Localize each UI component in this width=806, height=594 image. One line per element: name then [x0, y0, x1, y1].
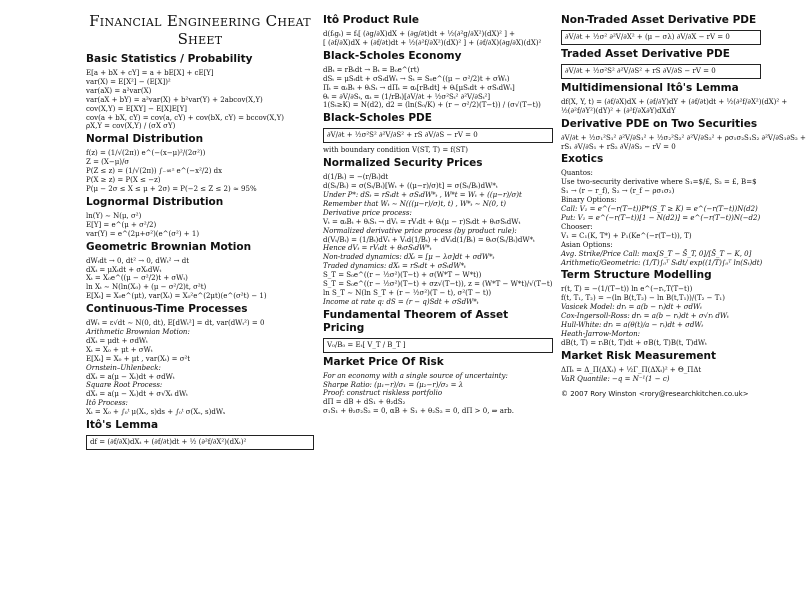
- formula-line: Call: V₁ = e^(−r(T−t))P*(S_T ≥ K) = e^(−r(T−t))N(d2): [561, 205, 758, 214]
- formula-line: d(Vₜ/Bₜ) = (1/Bₜ)dVₜ + Vₜd(1/Bₜ) + dVₜd(1/Bₜ) = θₜσ(Sₜ/Bₜ)dW*ₜ: [323, 235, 535, 244]
- formula-line: Remember that Wₜ ∼ N(((μ−r)/σ)t, t) , W*ₜ ∼ N(0, t): [323, 199, 506, 208]
- section-heading: Lognormal Distribution: [86, 195, 224, 208]
- formula-line: Itô Process:: [86, 399, 128, 408]
- formula-line: with boundary condition V(ST, T) = f(ST): [323, 146, 468, 155]
- formula-line: V₀/B₀ = Eₜ[ V_T / B_T ]: [327, 340, 406, 349]
- formula-line: Put: V₁ = e^(−r(T−t))[1 − N(d2)] = e^(−r(T−t))N(−d2): [561, 213, 761, 222]
- formula-line: d(fₜgₜ) = fₜ[ (∂g/∂X)dX + (∂g/∂t)dt + ½(∂²g/∂X²)(dX)² ] +: [323, 30, 516, 38]
- formula-line: var(aX + bY) = a²var(X) + b²var(Y) + 2abcov(X,Y): [86, 95, 263, 104]
- formula-line: dWₜdt → 0, dt² → 0, dWₜ² → dt: [86, 256, 190, 265]
- formula-line: ½(∂²f/∂Y²)(dY)² + (∂²f/∂X∂Y)dXdY: [561, 106, 676, 115]
- formula-line: ∂V/∂t + ½σ₁²S₁² ∂²V/∂S₁² + ½σ₂²S₂² ∂²V/∂S₂² + ρσ₁σ₂S₁S₂ ∂²V/∂S₁∂S₂ +: [561, 133, 806, 142]
- formula-line: 1(Sₜ≥K) = N(d2), d2 = (ln(S₀/K) + (r − σ²/2)(T−t)) / (σ√(T−t)): [323, 101, 541, 110]
- boxed-formula: [323, 338, 553, 353]
- formula-line: S_T = S₀e^((r − ½σ²)(T−t) + σz√(T−t)), z = (W*T − W*t)/√(T−t): [323, 280, 553, 289]
- formula-line: ρX,Y = cov(X,Y) / (σX σY): [86, 122, 176, 131]
- formula-line: Heath-Jarrow-Morton:: [561, 329, 640, 338]
- boxed-formula: [86, 435, 314, 450]
- formula-line: E[Xₜ] = X₀e^(μt), var(Xₜ) = X₀²e^(2μt)(e^(σ²t) − 1): [86, 292, 267, 301]
- section-heading: Geometric Brownian Motion: [86, 240, 252, 253]
- formula-line: E[a + bX + cY] = a + bE[X] + cE[Y]: [86, 69, 214, 77]
- formula-line: df = (∂f/∂X)dXₜ + (∂f/∂t)dt + ½ (∂²f/∂X²)(dXₜ)²: [90, 438, 247, 447]
- formula-line: Proof: construct riskless portfolio: [323, 389, 443, 398]
- formula-line: dXₜ = a(μ − Xₜ)dt + σ√Xₜ dWₜ: [86, 390, 188, 399]
- formula-line: Πₜ = αₜBₜ + θₜSₜ → dΠₜ = αₜ[rBₜdt] + θₜ[μSₜdt + σSₜdWₜ]: [323, 83, 515, 92]
- formula-line: var(X) = E[X²] − (E[X])²: [86, 77, 171, 86]
- formula-line: dXₜ = a(μ − Xₜ)dt + σdWₜ: [86, 372, 175, 381]
- section-heading: Non-Traded Asset Derivative PDE: [561, 14, 757, 26]
- formula-line: S₁ → (r − r_f), S₂ → (r_f − ρσ₁σ₂): [561, 187, 675, 196]
- formula-line: Quantos:: [561, 169, 593, 178]
- formula-line: r(t, T) = −(1/(T−t)) ln e^(−rₜ,T(T−t)): [561, 285, 693, 294]
- formula-line: Non-traded dynamics: dXₜ = [μ − λσ]dt + σdW*ₜ: [323, 253, 495, 262]
- section-heading: Basic Statistics / Probability: [86, 53, 253, 65]
- boxed-formula: [561, 30, 761, 45]
- section-heading: Black-Scholes Economy: [323, 49, 462, 62]
- section-heading: Term Structure Modelling: [561, 269, 712, 282]
- page-title: Financial Engineering Cheat Sheet: [89, 12, 311, 48]
- formula-line: Vₜ = αₜBₜ + θₜSₜ → dVₜ = rVₜdt + θₜ(μ − r)Sₜdt + θₜσSₜdWₜ: [323, 217, 521, 226]
- formula-line: For an economy with a single source of uncertainty:: [323, 371, 508, 380]
- formula-line: dB(t, T) = rₜB(t, T)dt + σB(t, T)B(t, T)dWₜ: [561, 338, 707, 347]
- column-3: [561, 12, 806, 398]
- formula-line: Arithmetic/Geometric: (1/T)∫₀ᵀ Sₜdt/ exp((1/T)∫₀ᵀ ln(Sₜ)dt): [561, 258, 763, 267]
- formula-line: E[Xₜ] = X₀ + μt , var(Xₜ) = σ²t: [86, 354, 191, 363]
- section-heading: Continuous-Time Processes: [86, 303, 248, 316]
- formula-line: Normalized derivative price process (by product rule):: [323, 226, 517, 235]
- formula-line: Vasicek Model: drₜ = a(b − rₜ)dt + σdWₜ: [561, 303, 702, 312]
- formula-line: Asian Options:: [561, 240, 613, 249]
- formula-line: cov(a + bX, cY) = cov(a, cY) + cov(bX, cY) = bccov(X,Y): [86, 113, 284, 122]
- formula-line: P(Z ≤ z) = (1/√(2π)) ∫₋∞ᶻ e^(−x²/2) dx: [86, 167, 223, 176]
- formula-line: θₜ = ∂V/∂Sₜ, αₜ = (1/rBₜ)[∂V/∂t + ½σ²Sₜ² ∂²V/∂Sₜ²]: [323, 92, 491, 101]
- formula-line: dXₜ = μXₜdt + σXₜdWₜ: [86, 265, 162, 274]
- formula-line: ∂V/∂t + ½σ² ∂²V/∂X² + (μ − σλ) ∂V/∂X − rV = 0: [565, 33, 730, 41]
- boxed-formula: [323, 128, 553, 143]
- formula-line: ln Xₜ ∼ N(ln(X₀) + (μ − σ²/2)t, σ²t): [86, 283, 207, 292]
- section-heading: Normalized Security Prices: [323, 157, 483, 170]
- column-1: [86, 12, 314, 453]
- formula-line: ∂V/∂t + ½σ²S² ∂²V/∂S² + rS ∂V/∂S − rV = 0: [565, 66, 716, 75]
- formula-line: E[Y] = e^(μ + σ²/2): [86, 220, 157, 229]
- formula-line: Use two-security derivative where S₁=$/£, S₂ = £, B=$: [561, 178, 757, 187]
- formula-line: Arithmetic Brownian Motion:: [86, 328, 190, 337]
- formula-line: ln S_T ∼ N(ln S_T + (r − ½σ²)(T − t), σ²(T − t)): [323, 288, 492, 297]
- formula-line: Chooser:: [561, 222, 593, 231]
- formula-line: d(1/Bₜ) = −(r/Bₜ)dt: [323, 173, 389, 182]
- formula-line: Ornstein–Uhlenbeck:: [86, 363, 161, 372]
- section-heading: Exotics: [561, 153, 604, 166]
- boxed-formula: [561, 64, 761, 79]
- formula-line: ln(Y) ∼ N(μ, σ²): [86, 211, 142, 220]
- formula-line: f(t, T₁, T₂) = −(ln B(t,T₂) − ln B(t,T₁))/(T₂ − T₁): [561, 294, 725, 303]
- formula-line: Under P*: dSₜ = rSₜdt + σSₜdW*ₜ , W*t = Wₜ + ((μ−r)/σ)t: [323, 190, 522, 199]
- formula-line: df(X, Y, t) = (∂f/∂X)dX + (∂f/∂Y)dY + (∂f/∂t)dt + ½(∂²f/∂X²)(dX)² +: [561, 97, 788, 106]
- formula-line: Hull-White: drₜ = a(θ(t)/a − rₜ)dt + σdWₜ: [561, 321, 704, 330]
- formula-line: dBₜ = rBₜdt → Bₜ = B₀e^(rt): [323, 65, 420, 74]
- formula-line: Sharpe Ratio: (μ₁−r)/σ₁ = (μ₂−r)/σ₂ = λ: [323, 380, 464, 389]
- column-2: [323, 12, 553, 416]
- section-heading: Market Risk Measurement: [561, 349, 717, 362]
- formula-line: Z = (X−μ)/σ: [86, 158, 130, 167]
- section-heading: Normal Distribution: [86, 133, 204, 146]
- formula-line: Square Root Process:: [86, 381, 163, 390]
- formula-line: var(aX) = a²var(X): [86, 86, 152, 95]
- formula-line: dWₜ = ε√dt ∼ N(0, dt), E[dWₜ²] = dt, var(dWₜ²) = 0: [86, 319, 265, 328]
- formula-line: rS₁ ∂V/∂S₁ + rS₂ ∂V/∂S₂ − rV = 0: [561, 142, 676, 151]
- copyright-footer: © 2007 Rory Winston <rory@researchkitchen.co.uk>: [561, 389, 749, 398]
- section-heading: Fundamental Theorem of Asset Pricing: [323, 308, 509, 334]
- section-heading: Multidimensional Itô's Lemma: [561, 81, 739, 94]
- formula-line: σ₁S₁ + θ₂σ₂S₂ = 0, αB + S₁ + θ₂S₂ = 0, dΠ > 0, ⇒ arb.: [323, 407, 514, 416]
- section-heading: Itô Product Rule: [323, 14, 420, 26]
- formula-line: Hence dVₜ = rVₜdt + θₜσSₜdW*ₜ: [323, 244, 432, 253]
- formula-line: Xₜ = X₀e^((μ − σ²/2)t + σWₜ): [86, 274, 188, 283]
- formula-line: Xₜ = X₀ + μt + σWₜ: [86, 345, 153, 354]
- formula-line: var(Y) = e^(2μ+σ²)(e^(σ²) + 1): [86, 229, 200, 238]
- formula-line: Avg. Strike/Price Call: max[S_T − S̄_T, 0]/[S̄_T − K, 0]: [561, 249, 752, 258]
- section-heading: Black-Scholes PDE: [323, 112, 432, 125]
- formula-line: dXₜ = μdt + σdWₜ: [86, 336, 148, 345]
- formula-line: Derivative price process:: [323, 208, 412, 217]
- formula-line: f(z) = (1/√(2π)) e^(−(x−μ)²/(2σ²)): [86, 149, 206, 158]
- formula-line: Income at rate q: dS = (r − q)Sdt + σSdW*ₜ: [323, 297, 479, 306]
- formula-line: [ (∂f/∂X)dX + (∂f/∂t)dt + ½(∂²f/∂X²)(dX)² ] + (∂f/∂X)(∂g/∂X)(dX)²: [323, 38, 542, 47]
- section-heading: Traded Asset Derivative PDE: [561, 47, 730, 60]
- formula-line: Xₜ = X₀ + ∫₀ᵗ μ(Xₛ, s)ds + ∫₀ᵗ σ(Xₛ, s)dWₛ: [86, 408, 226, 417]
- formula-line: V₁ = C₁(K, T*) + P₁(Ke^(−r(T−t)), T): [561, 231, 692, 240]
- section-heading: Derivative PDE on Two Securities: [561, 117, 758, 130]
- formula-line: Traded dynamics: dXₜ = rSₜdt + σSₜdW*ₜ: [323, 262, 466, 271]
- formula-line: d(Sₜ/Bₜ) = σ(Sₜ/Bₜ)[Wₜ + ((μ−r)/σ)t] = σ(Sₜ/Bₜ)dW*ₜ: [323, 182, 498, 191]
- formula-line: Binary Options:: [561, 196, 617, 205]
- formula-line: dSₜ = μSₜdt + σSₜdWₜ → Sₜ = S₀e^((μ − σ²/2)t + σWₜ): [323, 74, 510, 83]
- formula-line: Cox-Ingersoll-Ross: drₜ = a(b − rₜ)dt + σ√rₜ dWₜ: [561, 312, 729, 321]
- formula-line: dΠ = dB + dS₁ + θ₂dS₂: [323, 398, 406, 407]
- formula-line: ΔΠₜ = Δ_Π(ΔXₜ) + ½Γ_Π(ΔXₜ)² + Θ_ΠΔt: [561, 365, 702, 374]
- formula-line: cov(X,Y) = E[XY] − E[X]E[Y]: [86, 104, 187, 113]
- formula-line: ∂V/∂t + ½σ²S² ∂²V/∂S² + rS ∂V/∂S − rV = 0: [327, 131, 478, 140]
- formula-line: P(μ − 2σ ≤ X ≤ μ + 2σ) = P(−2 ≤ Z ≤ 2) ≈ 95%: [86, 184, 257, 193]
- section-heading: Market Price Of Risk: [323, 355, 444, 368]
- section-heading: Itô's Lemma: [86, 419, 159, 432]
- formula-line: S_T = S₀e^((r − ½σ²)(T−t) + σ(W*T − W*t)): [323, 271, 482, 280]
- formula-line: P(X ≥ z) = P(X ≤ −z): [86, 176, 161, 185]
- formula-line: VaR Quantile: −q = N⁻¹(1 − c): [561, 374, 670, 383]
